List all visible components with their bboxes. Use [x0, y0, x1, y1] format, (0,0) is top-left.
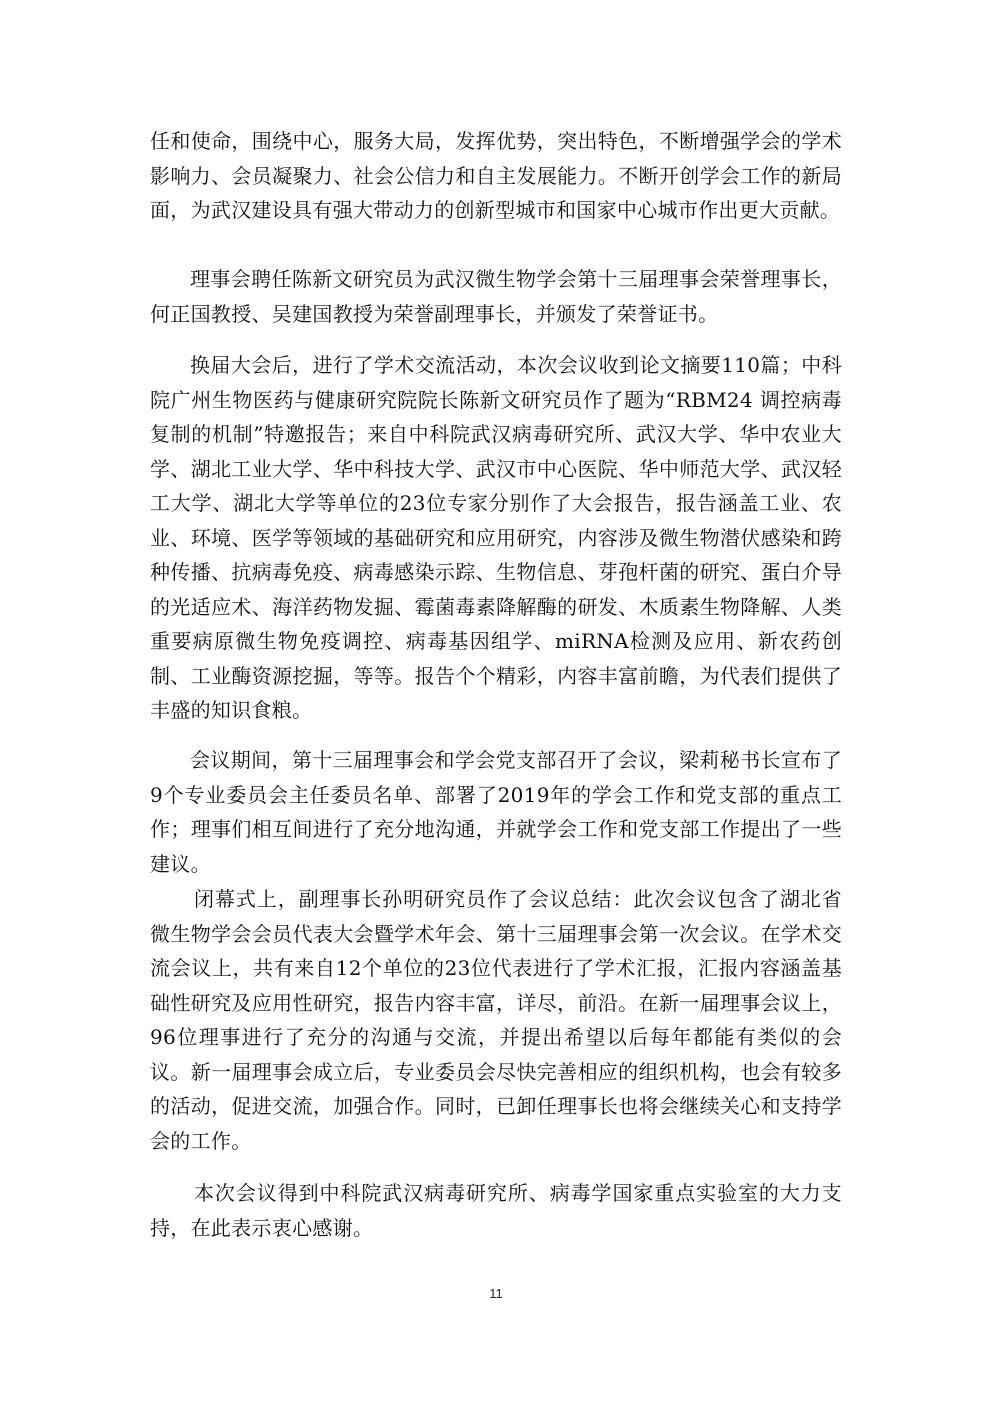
paragraph-mission: 任和使命，围绕中心，服务大局，发挥优势，突出特色，不断增强学会的学术影响力、会员凝聚力、社会公信力和自主发展能力。不断开创学会工作的新局面，为武汉建设具有强大带动力的创新型城市和国家中心城市作出更大贡献。 [150, 129, 842, 222]
paragraph-council-meeting: 会议期间，第十三届理事会和学会党支部召开了会议，梁莉秘书长宣布了9个专业委员会主任委员名单、部署了2019年的学会工作和党支部的重点工作；理事们相互间进行了充分地沟通，并就学会工作和党支部工作提出了一些建议。 [150, 748, 842, 876]
paragraph-closing-summary: 闭幕式上，副理事长孙明研究员作了会议总结：此次会议包含了湖北省微生物学会会员代表大会暨学术年会、第十三届理事会第一次会议。在学术交流会议上，共有来自12个单位的23位代表进行了学术汇报，汇报内容涵盖基础性研究及应用性研究，报告内容丰富，详尽，前沿。在新一届理事会议上，96位理事进行了充分的沟通与交流，并提出希望以后每年都能有类似的会议。新一届理事会成立后，专业委员会尽快完善相应的组织机构，也会有较多的活动，促进交流，加强合作。同时，已卸任理事长也将会继续关心和支持学会的工作。 [150, 887, 842, 1153]
paragraph-academic-exchange: 换届大会后，进行了学术交流活动，本次会议收到论文摘要110篇；中科院广州生物医药与健康研究院院长陈新文研究员作了题为“RBM24 调控病毒复制的机制”特邀报告；来自中科院武汉病毒研究所、武汉大学、华中农业大学、湖北工业大学、华中科技大学、武汉市中心医院、华中师范大学、武汉轻工大学、湖北大学等单位的23位专家分别作了大会报告，报告涵盖工业、农业、环境、医学等领域的基础研究和应用研究，内容涉及微生物潜伏感染和跨种传播、抗病毒免疫、病毒感染示踪、生物信息、芽孢杆菌的研究、蛋白介导的光适应术、海洋药物发掘、霉菌毒素降解酶的研发、木质素生物降解、人类重要病原微生物免疫调控、病毒基因组学、miRNA检测及应用、新农药创制、工业酶资源挖掘，等等。报告个个精彩，内容丰富前瞻，为代表们提供了丰盛的知识食粮。 [150, 353, 842, 722]
paragraph-honorary-appointments: 理事会聘任陈新文研究员为武汉微生物学会第十三届理事会荣誉理事长，何正国教授、吴建国教授为荣誉副理事长，并颁发了荣誉证书。 [150, 267, 842, 326]
page-number: 11 [489, 1286, 503, 1301]
paragraph-acknowledgement: 本次会议得到中科院武汉病毒研究所、病毒学国家重点实验室的大力支持，在此表示衷心感谢。 [150, 1181, 842, 1240]
